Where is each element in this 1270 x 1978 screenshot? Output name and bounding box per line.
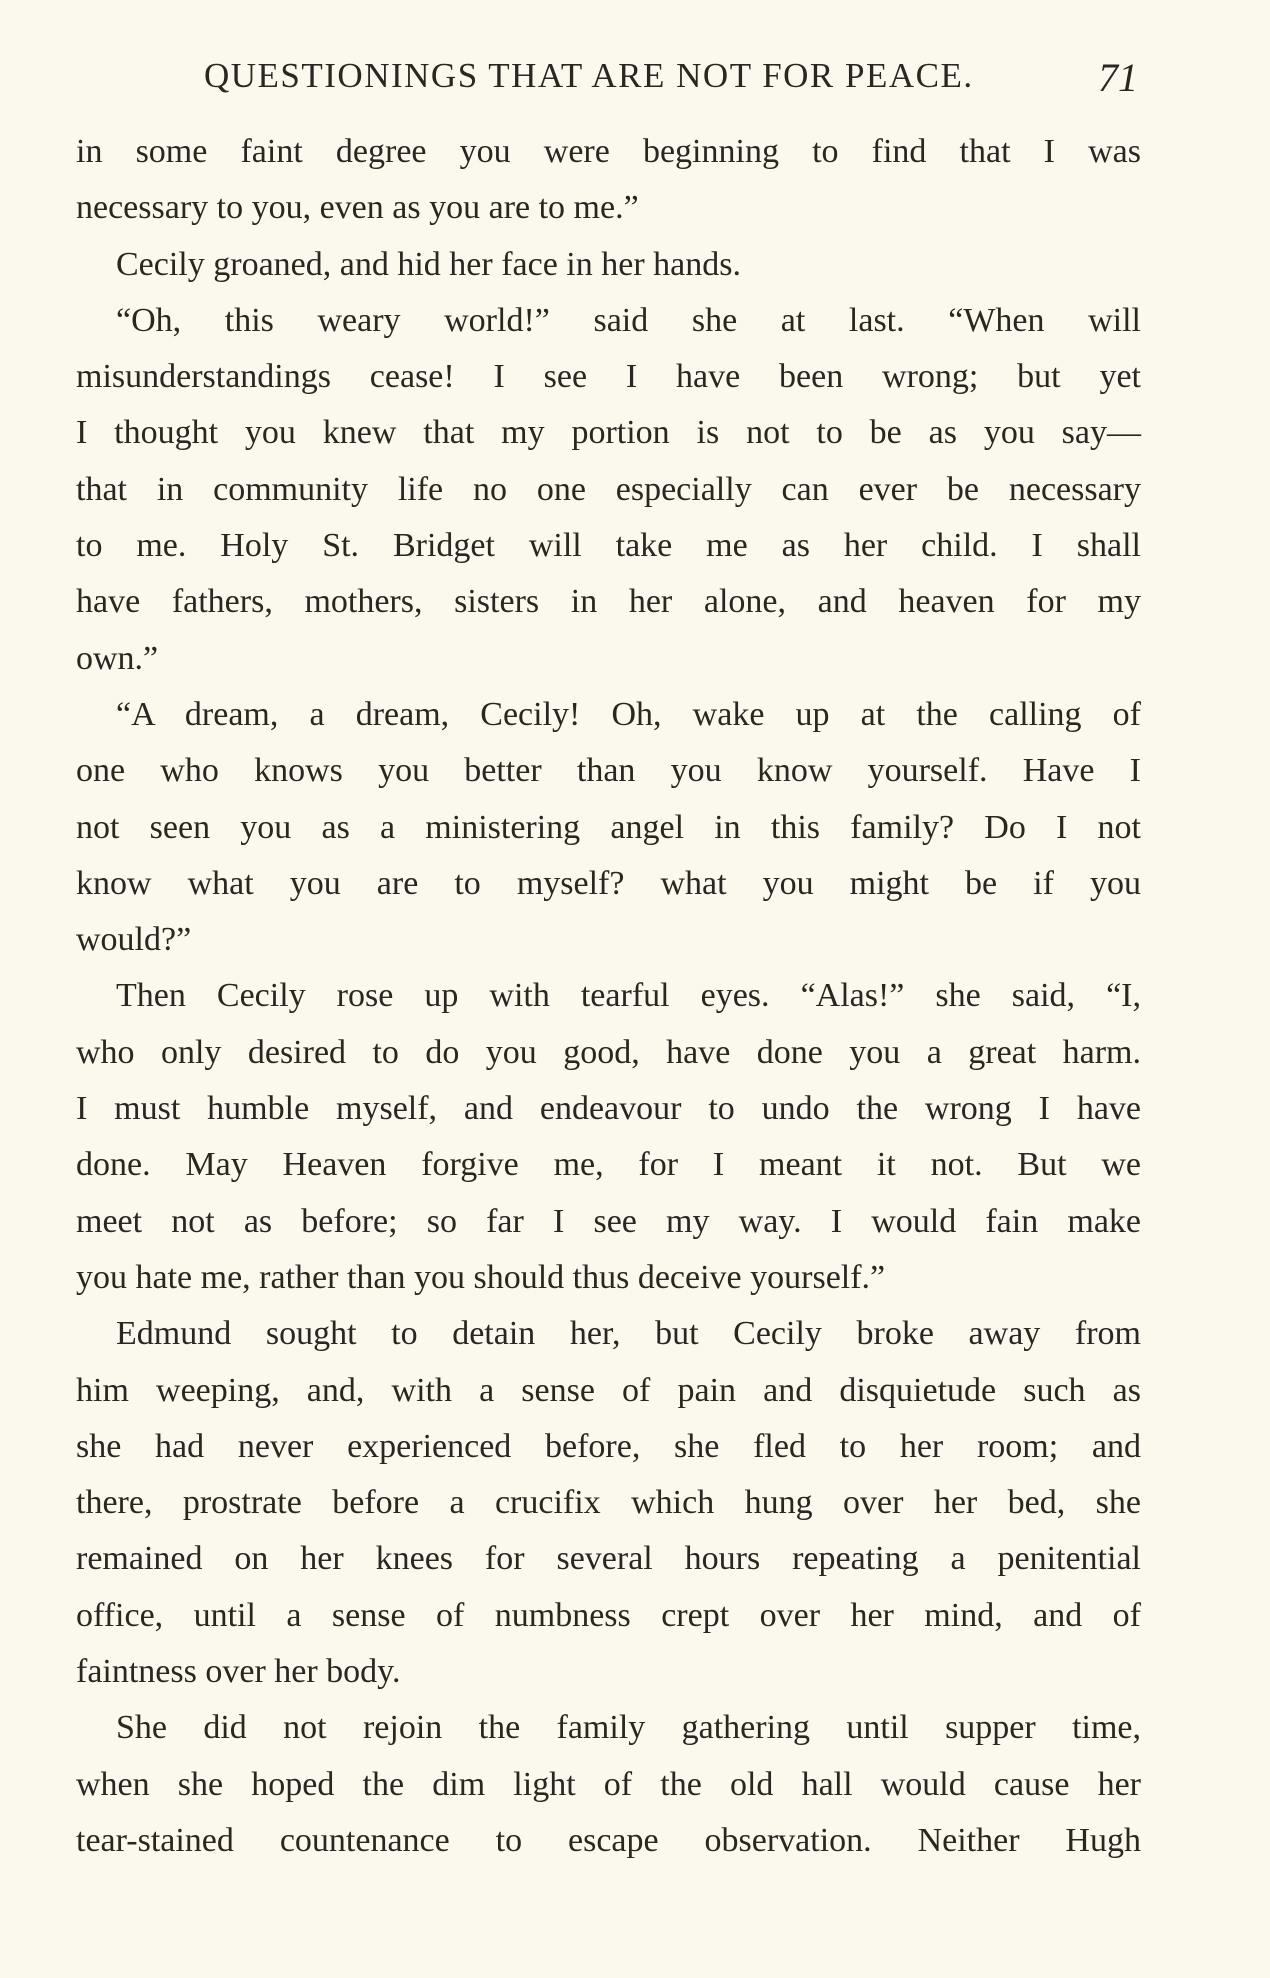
text-line: when she hoped the dim light of the old hall would cause her xyxy=(76,1765,1141,1803)
text-line: him weeping, and, with a sense of pain and disquietude such as xyxy=(76,1371,1141,1409)
text-line: would?” xyxy=(76,921,192,959)
text-line: done. May Heaven forgive me, for I meant it not. But we xyxy=(76,1146,1141,1184)
text-line: know what you are to myself? what you might be if you xyxy=(76,864,1141,902)
body-text xyxy=(76,124,1141,1869)
paragraph-start-line: Edmund sought to detain her, but Cecily broke away from xyxy=(116,1315,1141,1353)
text-line: I thought you knew that my portion is not to be as you say— xyxy=(76,414,1141,452)
text-line: office, until a sense of numbness crept over her mind, and of xyxy=(76,1596,1141,1634)
text-line: I must humble myself, and endeavour to undo the wrong I have xyxy=(76,1090,1141,1128)
text-line: tear-stained countenance to escape observation. Neither Hugh xyxy=(76,1821,1141,1859)
text-line: remained on her knees for several hours repeating a penitential xyxy=(76,1540,1141,1578)
text-line: who only desired to do you good, have done you a great harm. xyxy=(76,1033,1141,1071)
text-line: that in community life no one especially can ever be necessary xyxy=(76,470,1141,508)
paragraph-start-line: She did not rejoin the family gathering until supper time, xyxy=(116,1709,1141,1747)
paragraph-start-line: Cecily groaned, and hid her face in her hands. xyxy=(116,245,741,283)
paragraph-start-line: “A dream, a dream, Cecily! Oh, wake up at the calling of xyxy=(116,695,1141,733)
text-line: she had never experienced before, she fled to her room; and xyxy=(76,1427,1141,1465)
text-line: one who knows you better than you know yourself. Have I xyxy=(76,752,1141,790)
text-line: in some faint degree you were beginning to find that I was xyxy=(76,133,1141,170)
text-line: you hate me, rather than you should thus deceive yourself.” xyxy=(76,1258,886,1296)
text-line: necessary to you, even as you are to me.” xyxy=(76,189,639,227)
page-header xyxy=(0,48,1270,108)
text-line: faintness over her body. xyxy=(76,1653,401,1691)
paragraph-start-line: Then Cecily rose up with tearful eyes. “Alas!” she said, “I, xyxy=(116,977,1141,1015)
text-line: to me. Holy St. Bridget will take me as her child. I shall xyxy=(76,527,1141,565)
text-line: meet not as before; so far I see my way. I would fain make xyxy=(76,1202,1141,1240)
paragraph-start-line: “Oh, this weary world!” said she at last. “When will xyxy=(116,301,1141,339)
running-title: QUESTIONINGS THAT ARE NOT FOR PEACE. xyxy=(204,56,974,95)
page-number: 71 xyxy=(1098,55,1138,100)
text-line: misunderstandings cease! I see I have been wrong; but yet xyxy=(76,358,1141,396)
text-line: not seen you as a ministering angel in this family? Do I not xyxy=(76,808,1141,846)
text-line: there, prostrate before a crucifix which hung over her bed, she xyxy=(76,1484,1141,1522)
text-line: have fathers, mothers, sisters in her alone, and heaven for my xyxy=(76,583,1141,621)
text-line: own.” xyxy=(76,639,159,677)
